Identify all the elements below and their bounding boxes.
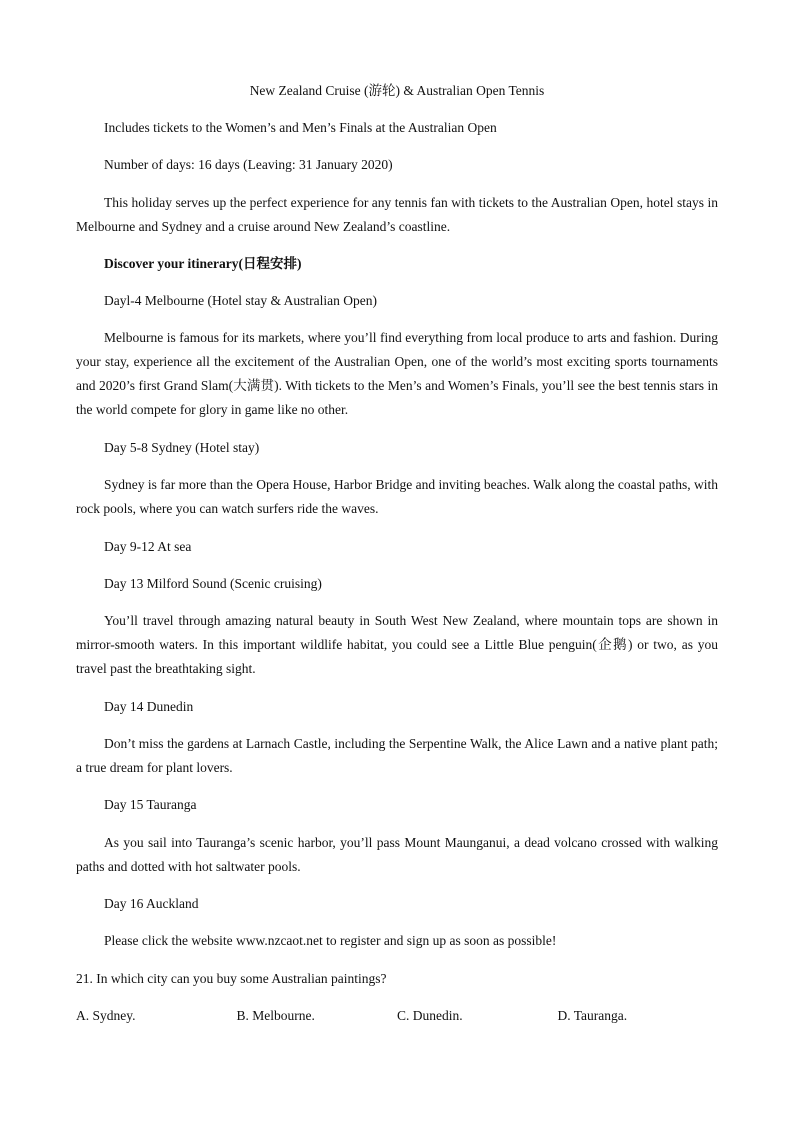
section-body-melbourne: Melbourne is famous for its markets, where you’ll find everything from local produce to arts and fashion. During your stay, experience all the excitement of the Australian Open, one of the world’s most exciting sports tournaments and 2020’s first Grand Slam(大满贯). With tickets to the Men’s and Women’s Finals, you’ll see the best tennis stars in the world compete for glory in game like no other.: [76, 330, 718, 417]
answer-options: [76, 1004, 718, 1028]
section-heading-sydney: Day 5-8 Sydney (Hotel stay): [104, 440, 260, 455]
section-body-sydney: Sydney is far more than the Opera House, Harbor Bridge and inviting beaches. Walk along the coastal paths, with rock pools, where you can watch surfers ride the waves.: [76, 477, 718, 516]
section-body-milford: You’ll travel through amazing natural beauty in South West New Zealand, where mountain tops are shown in mirror-smooth waters. In this important wildlife habitat, you could see a Little Blue penguin(企鹅) or two, as you travel past the breathtaking sight.: [76, 613, 718, 676]
section-heading-melbourne: Dayl-4 Melbourne (Hotel stay & Australian Open): [104, 293, 377, 308]
intro-paragraph: This holiday serves up the perfect experience for any tennis fan with tickets to the Australian Open, hotel stays in Melbourne and Sydney and a cruise around New Zealand’s coastline.: [76, 195, 718, 234]
section-heading-at-sea: Day 9-12 At sea: [104, 539, 192, 554]
section-heading-auckland: Day 16 Auckland: [104, 896, 199, 911]
section-body-dunedin: Don’t miss the gardens at Larnach Castle, including the Serpentine Walk, the Alice Lawn and a native plant path; a true dream for plant lovers.: [76, 736, 718, 775]
closing-line: Please click the website www.nzcaot.net to register and sign up as soon as possible!: [104, 933, 557, 948]
option-a: A. Sydney.: [76, 1008, 136, 1023]
subtitle: Includes tickets to the Women’s and Men’s Finals at the Australian Open: [104, 120, 497, 135]
option-d: D. Tauranga.: [557, 1008, 628, 1023]
days-info: Number of days: 16 days (Leaving: 31 January 2020): [104, 157, 393, 172]
question-text: 21. In which city can you buy some Australian paintings?: [76, 971, 387, 986]
document-title: New Zealand Cruise (游轮) & Australian Open Tennis: [249, 83, 545, 98]
itinerary-heading: Discover your itinerary(日程安排): [104, 256, 302, 271]
section-heading-milford: Day 13 Milford Sound (Scenic cruising): [104, 576, 322, 591]
section-body-tauranga: As you sail into Tauranga’s scenic harbor, you’ll pass Mount Maunganui, a dead volcano crossed with walking paths and dotted with hot saltwater pools.: [76, 835, 718, 874]
section-heading-tauranga: Day 15 Tauranga: [104, 797, 197, 812]
option-c: C. Dunedin.: [397, 1008, 463, 1023]
section-heading-dunedin: Day 14 Dunedin: [104, 699, 194, 714]
option-b: B. Melbourne.: [236, 1008, 315, 1023]
